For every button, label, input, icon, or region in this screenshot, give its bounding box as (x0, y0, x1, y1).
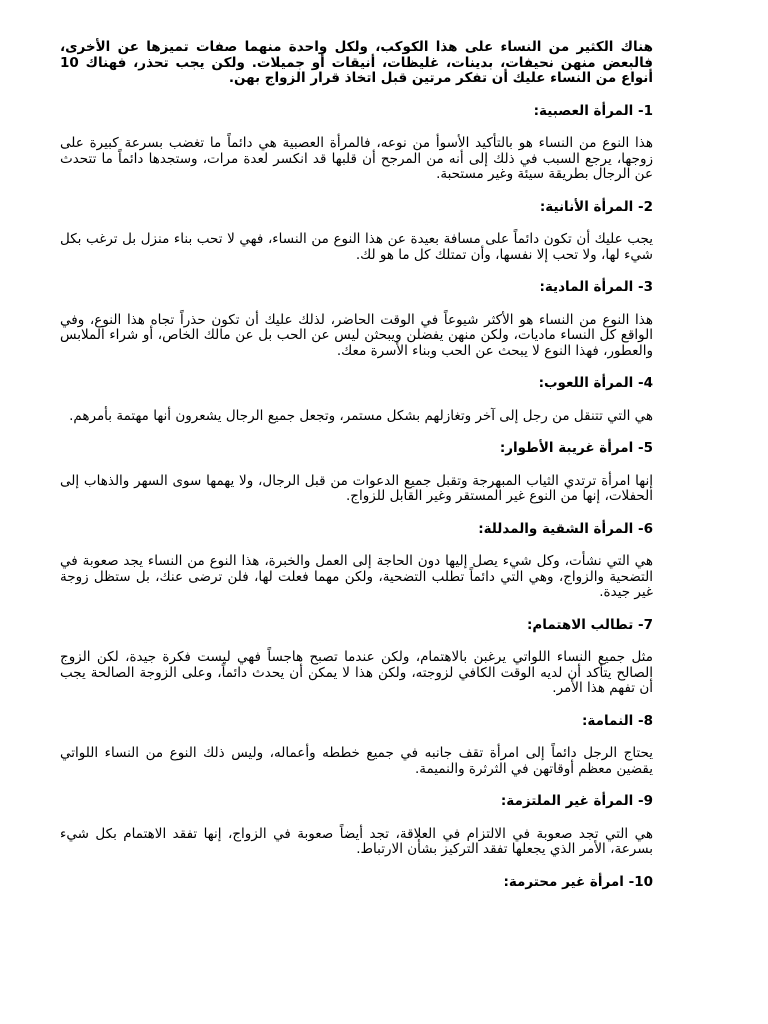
section-heading: 8- النمامة: (582, 712, 653, 729)
section-heading: 4- المرأة اللعوب: (538, 375, 653, 391)
section-paragraph: مثل جميع النساء اللواتي يرغبن بالاهتمام، ولكن عندما تصبح هاجساً فهي ليست فكرة جيدة، لكن الزوج الصالح يتأكد أن لديه الوقت الكافي لزوجته، ولكن هذا لا يمكن أن يحدث دائماً، وعلى الزوجة الصالحة يجب أن تفهم هذا الأمر. (60, 649, 653, 696)
section-heading: 9- المرأة غير الملتزمة: (500, 793, 653, 809)
section-paragraph: هذا النوع من النساء هو بالتأكيد الأسوأ من نوعه، فالمرأة العصبية هي دائماً ما تغضب بسرعة كبيرة على زوجها، يرجع السبب في ذلك إلى أنه من المرجح أن قلبها قد انكسر لعدة مرات، وستجدها دائماً ما تتحدث عن الرجال بطريقة سيئة وغير مستحبة. (60, 135, 653, 182)
section-heading: 6- المرأة الشقية والمدللة: (478, 520, 653, 537)
section-heading: 10- امرأة غير محترمة: (503, 873, 653, 890)
document-page (60, 40, 653, 907)
section-paragraph: يحتاج الرجل دائماً إلى امرأة تقف جانبه في جميع خططه وأعماله، وليس ذلك النوع من النساء اللواتي يقضين معظم أوقاتهن في الثرثرة والنميمة. (60, 745, 653, 777)
section-paragraph: يجب عليك أن تكون دائماً على مسافة بعيدة عن هذا النوع من النساء، فهي لا تحب بناء منزل بل ترغب بكل شيء لها، ولا تحب إلا نفسها، وأن تمتلك كل ما هو لك. (60, 231, 653, 263)
section-heading: 7- تطالب الاهتمام: (526, 616, 653, 633)
section-paragraph: هذا النوع من النساء هو الأكثر شيوعاً في الوقت الحاضر، لذلك عليك أن تكون حذراً تجاه هذا النوع، وفي الواقع كل النساء ماديات، ولكن منهن يفضلن ويبحثن ليس عن الحب بل عن مالك الخاص، أو شراء الملابس والعطور، فهذا النوع لا يبحث عن الحب وبناء الأسرة معك. (60, 311, 653, 359)
intro-paragraph: هناك الكثير من النساء على هذا الكوكب، ولكل واحدة منهما صفات تميزها عن الأخرى، فالبعض منهن نحيفات، بدينات، غليظات، أنيقات أو جميلات. ولكن يجب تحذر، فهناك 10 أنواع من النساء عليك أن تفكر مرتين قبل اتخاذ قرار الزواج بهن. (60, 39, 653, 86)
section-paragraph: هي التي نشأت، وكل شيء يصل إليها دون الحاجة إلى العمل والخبرة، هذا النوع من النساء يجد صعوبة في التضحية والزواج، وهي التي دائماً تطلب التضحية، ولكن مهما فعلت لها، فلن ترضى عنك، بل ستظل زوجة غير جيدة. (60, 553, 653, 600)
section-heading: 1- المرأة العصبية: (533, 102, 653, 119)
sections-list (60, 104, 653, 891)
section-heading: 2- المرأة الأنانية: (539, 198, 653, 215)
section-paragraph: إنها امرأة ترتدي الثياب المبهرجة وتقبل جميع الدعوات من قبل الرجال، ولا يهمها سوى السهر والذهاب إلى الحفلات، إنها من النوع غير المستقر وغير القابل للزواج. (60, 472, 653, 504)
section-paragraph: هي التي تتنقل من رجل إلى آخر وتغازلهم بشكل مستمر، وتجعل جميع الرجال يشعرون أنها مهتمة بأمرهم. (69, 407, 653, 424)
section-heading: 3- المرأة المادية: (539, 279, 653, 295)
section-paragraph: هي التي تجد صعوبة في الالتزام في العلاقة، تجد أيضاً صعوبة في الزواج، إنها تفقد الاهتمام بكل شيء بسرعة، الأمر الذي يجعلها تفقد التركيز بشأن الارتباط. (60, 825, 653, 857)
section-heading: 5- امرأة غريبة الأطوار: (499, 440, 653, 456)
